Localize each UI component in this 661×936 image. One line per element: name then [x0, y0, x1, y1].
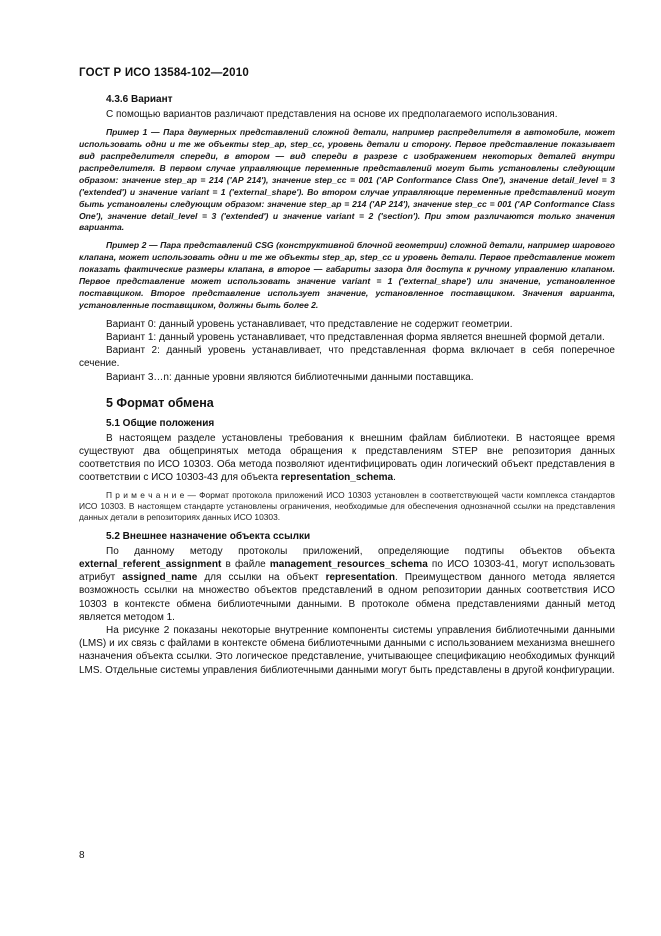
section-5-2-paragraph-2: На рисунке 2 показаны некоторые внутренние компоненты системы управления библиотечными данными (LMS) и их связь с файлами в контексте обмена библиотечными данными с использованием механизма внешнего назначения объекта ссылки. Это логическое представление, учитывающее спецификацию необходимых функций LMS. Отдельные системы управления библиотечными данными могут быть представлены в другой конфигурации. [79, 625, 615, 676]
variant-0: Вариант 0: данный уровень устанавливает, что представление не содержит геометрии. [106, 318, 513, 330]
page-content [79, 94, 615, 677]
example-2: Пример 2 — Пара представлений CSG (конструктивной блочной геометрии) сложной детали, например шарового клапана, может использовать одни и те же объекты step_ap, step_cc и уровень детали. Первое представление может показать фактические размеры клапана, в второе — габариты зазора для доступа к ручному управлению клапаном. Первое представление может использовать значение variant = 1 ('external_shape') или значение, установленное поставщиком. Второе представление использует значение, установленное поставщиком. Значения варианта, установленные поставщиком, должны быть более 2. [79, 240, 615, 310]
section-4-3-6-title: 4.3.6 Вариант [106, 94, 173, 105]
section-5-1-title: 5.1 Общие положения [106, 417, 215, 429]
page-header: ГОСТ Р ИСО 13584-102—2010 [79, 67, 249, 79]
section-5-1-paragraph: В настоящем разделе установлены требования к внешним файлам библиотеки. В настоящее время существуют два общепринятых метода обращения к представлениям STEP вне репозитория данных соответствия по ИСО 10303. Оба метода позволяют идентифицировать один логический объект представления в соответствии с ИСО 10303-43 для объекта representation_schema. [79, 432, 615, 484]
section-5-2-paragraph-1: По данному методу протоколы приложений, определяющие подтипы объектов объекта external_referent_assignment в файле management_resources_schema по ИСО 10303-41, могут использовать атрибут assigned_name для ссылки на объект representation. Преимуществом данного метода является возможность ссылки на множество объектов представлений в одном репозитории данных соответствия ИСО 10303 в контексте обмена библиотечными данными. В протоколе обмена представлениями данный метод является методом 1. [79, 545, 616, 623]
section-4-3-6-intro: С помощью вариантов различают представления на основе их предполагаемого использования. [106, 109, 558, 120]
page-number: 8 [79, 850, 85, 861]
note: П р и м е ч а н и е — Формат протокола приложений ИСО 10303 установлен в соответствующей части комплекса стандартов ИСО 10303. В настоящем стандарте установлены ограничения, необходимые для обеспечения однозначной ссылки на представления данных детали в репозиториях данных ИСО 10303. [79, 489, 615, 523]
section-5-title: 5 Формат обмена [106, 395, 214, 410]
example-1: Пример 1 — Пара двумерных представлений сложной детали, например распределителя в автомобиле, может использовать одни и те же объекты step_ap, step_cc, уровень детали и сторону. Первое представление показывает вид распределителя спереди, в втором — вид спереди в разрезе с изображением некоторых деталей внутри распределителя. В первом случае управляющие переменные представлений могут быть установлены следующим образом: значение step_ap = 214 ('AP 214'), значение step_cc = 001 ('AP Conformance Class One'), значение detail_level = 3 ('extended') и значение variant = 1 ('external_shape'). Во втором случае управляющие переменные представлений могут быть установлены следующим образом: значение step_ap = 214 ('AP 214'), значение step_cc = 001 ('AP Conformance Class One'), значение detail_level = 3 ('extended') и значение variant = 2 ('section'). При этом различаются только значения варианта. [79, 127, 615, 233]
section-5-2-title: 5.2 Внешнее назначение объекта ссылки [106, 530, 311, 542]
variant-2: Вариант 2: данный уровень устанавливает, что представленная форма включает в себя поперечное сечение. [79, 345, 615, 370]
variant-3: Вариант 3…n: данные уровни являются библиотечными данными поставщика. [106, 371, 474, 383]
variant-1: Вариант 1: данный уровень устанавливает, что представленная форма является внешней формой детали. [106, 332, 605, 343]
